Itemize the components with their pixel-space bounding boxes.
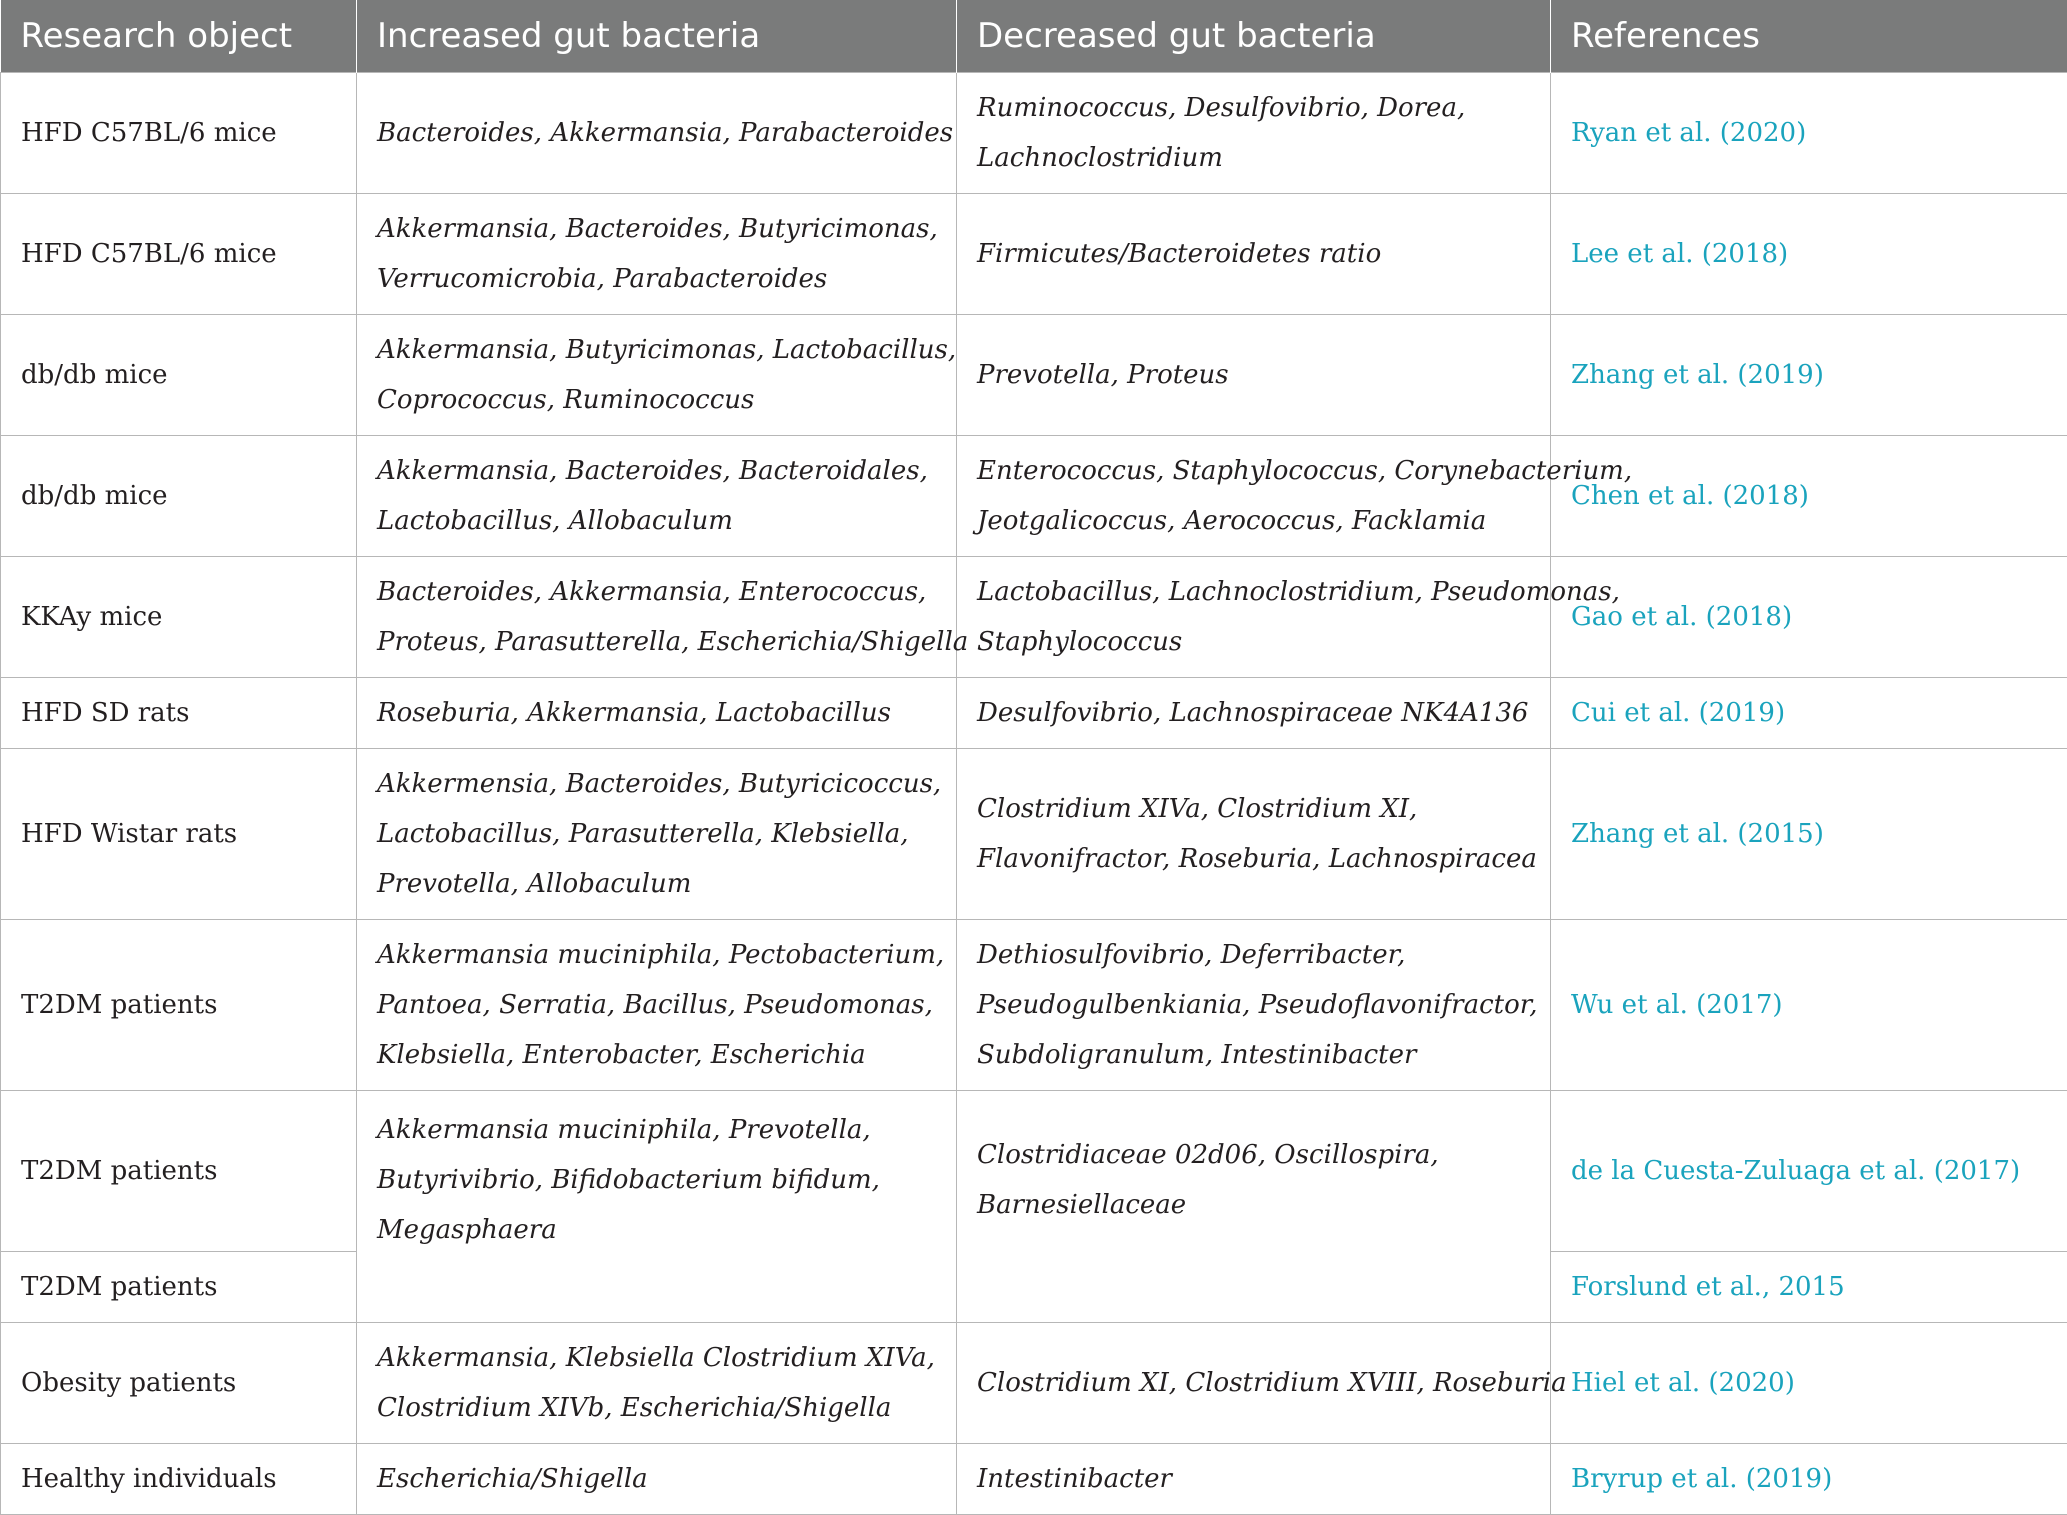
increased-cell: Akkermansia, Butyricimonas, Lactobacillus, Coprococcus, Ruminococcus	[357, 315, 957, 436]
table-row	[1, 315, 2067, 436]
table-row	[1, 920, 2067, 1091]
research-object-cell: T2DM patients	[1, 1091, 357, 1252]
increased-cell: Akkermansia, Bacteroides, Bacteroidales, Lactobacillus, Allobaculum	[357, 436, 957, 557]
header-decreased: Decreased gut bacteria	[957, 0, 1551, 73]
table-row	[1, 1444, 2067, 1515]
table-row	[1, 436, 2067, 557]
table-row	[1, 1091, 2067, 1252]
header-increased: Increased gut bacteria	[357, 0, 957, 73]
research-object-cell: HFD Wistar rats	[1, 749, 357, 920]
increased-cell: Akkermansia muciniphila, Prevotella, Butyrivibrio, Bifidobacterium bifidum, Megasphaera	[357, 1091, 957, 1323]
decreased-cell: Desulfovibrio, Lachnospiraceae NK4A136	[957, 678, 1551, 749]
research-object-cell: db/db mice	[1, 315, 357, 436]
reference-link[interactable]: Chen et al. (2018)	[1551, 436, 2067, 557]
increased-cell: Bacteroides, Akkermansia, Parabacteroides	[357, 73, 957, 194]
table-row	[1, 557, 2067, 678]
increased-cell: Escherichia/Shigella	[357, 1444, 957, 1515]
research-object-cell: KKAy mice	[1, 557, 357, 678]
reference-link[interactable]: Wu et al. (2017)	[1551, 920, 2067, 1091]
decreased-cell: Lactobacillus, Lachnoclostridium, Pseudomonas, Staphylococcus	[957, 557, 1551, 678]
decreased-cell: Clostridium XI, Clostridium XVIII, Roseburia	[957, 1323, 1551, 1444]
decreased-cell: Clostridiaceae 02d06, Oscillospira, Barnesiellaceae	[957, 1091, 1551, 1323]
header-row	[1, 0, 2067, 73]
research-object-cell: T2DM patients	[1, 1252, 357, 1323]
table-row	[1, 749, 2067, 920]
reference-link[interactable]: Forslund et al., 2015	[1551, 1252, 2067, 1323]
decreased-cell: Enterococcus, Staphylococcus, Corynebacterium, Jeotgalicoccus, Aerococcus, Facklamia	[957, 436, 1551, 557]
reference-link[interactable]: Hiel et al. (2020)	[1551, 1323, 2067, 1444]
header-research-object: Research object	[1, 0, 357, 73]
increased-cell: Akkermensia, Bacteroides, Butyricicoccus, Lactobacillus, Parasutterella, Klebsiella, Prevotella, Allobaculum	[357, 749, 957, 920]
table-row	[1, 678, 2067, 749]
decreased-cell: Firmicutes/Bacteroidetes ratio	[957, 194, 1551, 315]
research-object-cell: HFD C57BL/6 mice	[1, 194, 357, 315]
increased-cell: Bacteroides, Akkermansia, Enterococcus, Proteus, Parasutterella, Escherichia/Shigella	[357, 557, 957, 678]
increased-cell: Akkermansia, Bacteroides, Butyricimonas, Verrucomicrobia, Parabacteroides	[357, 194, 957, 315]
research-object-cell: HFD SD rats	[1, 678, 357, 749]
reference-link[interactable]: Bryrup et al. (2019)	[1551, 1444, 2067, 1515]
decreased-cell: Ruminococcus, Desulfovibrio, Dorea, Lachnoclostridium	[957, 73, 1551, 194]
research-object-cell: T2DM patients	[1, 920, 357, 1091]
increased-cell: Akkermansia, Klebsiella Clostridium XIVa, Clostridium XIVb, Escherichia/Shigella	[357, 1323, 957, 1444]
table-row	[1, 1323, 2067, 1444]
decreased-cell: Dethiosulfovibrio, Deferribacter, Pseudogulbenkiania, Pseudoflavonifractor, Subdoligranulum, Intestinibacter	[957, 920, 1551, 1091]
reference-link[interactable]: Ryan et al. (2020)	[1551, 73, 2067, 194]
research-object-cell: Healthy individuals	[1, 1444, 357, 1515]
reference-link[interactable]: Lee et al. (2018)	[1551, 194, 2067, 315]
reference-link[interactable]: Cui et al. (2019)	[1551, 678, 2067, 749]
increased-cell: Akkermansia muciniphila, Pectobacterium, Pantoea, Serratia, Bacillus, Pseudomonas, Klebsiella, Enterobacter, Escherichia	[357, 920, 957, 1091]
research-object-cell: db/db mice	[1, 436, 357, 557]
table-row	[1, 73, 2067, 194]
decreased-cell: Clostridium XIVa, Clostridium XI, Flavonifractor, Roseburia, Lachnospiracea	[957, 749, 1551, 920]
decreased-cell: Prevotella, Proteus	[957, 315, 1551, 436]
increased-cell: Roseburia, Akkermansia, Lactobacillus	[357, 678, 957, 749]
reference-link[interactable]: Gao et al. (2018)	[1551, 557, 2067, 678]
decreased-cell: Intestinibacter	[957, 1444, 1551, 1515]
header-references: References	[1551, 0, 2067, 73]
reference-link[interactable]: Zhang et al. (2019)	[1551, 315, 2067, 436]
table-row	[1, 194, 2067, 315]
research-object-cell: Obesity patients	[1, 1323, 357, 1444]
research-object-cell: HFD C57BL/6 mice	[1, 73, 357, 194]
reference-link[interactable]: Zhang et al. (2015)	[1551, 749, 2067, 920]
reference-link[interactable]: de la Cuesta-Zuluaga et al. (2017)	[1551, 1091, 2067, 1252]
